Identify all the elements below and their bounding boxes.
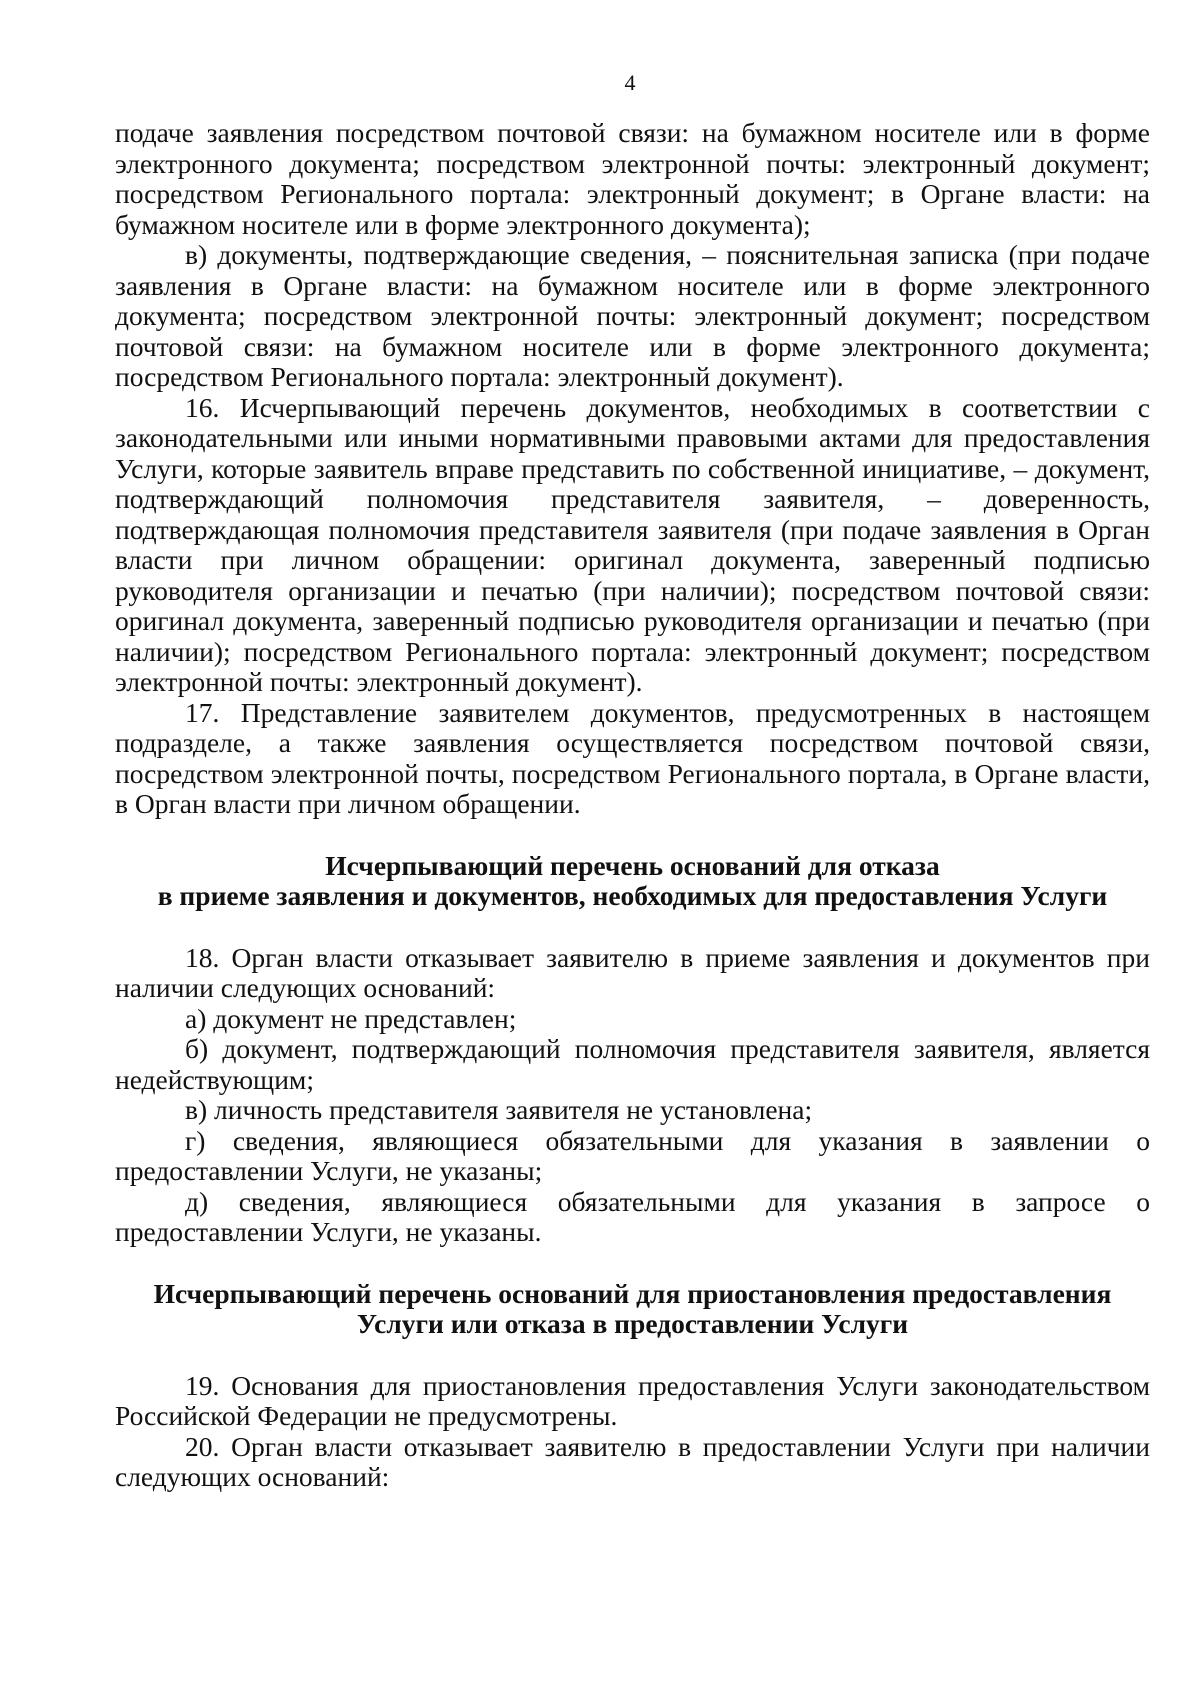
section-heading-line: Исчерпывающий перечень оснований для приостановления предоставления — [153, 1277, 1112, 1309]
list-item-b: б) документ, подтверждающий полномочия представителя заявителя, является недействующим; — [115, 1033, 1150, 1095]
paragraph-item-v: в) документы, подтверждающие сведения, – пояснительная записка (при подаче заявления в Органе власти: на бумажном носителе или в форме электронного документа; посредством электронной почты: электронный документ; посредством почтовой связи: на бумажном носителе или в форме электронного документа; посредством Регионального портала: электронный документ). — [115, 239, 1150, 392]
paragraph-19: 19. Основания для приостановления предоставления Услуги законодательством Российской Федерации не предусмотрены. — [115, 1369, 1150, 1431]
section-heading-line: Исчерпывающий перечень оснований для отказа — [325, 849, 940, 881]
paragraph-18: 18. Орган власти отказывает заявителю в приеме заявления и документов при наличии следующих оснований: — [115, 941, 1150, 1003]
list-item-d: д) сведения, являющиеся обязательными для указания в запросе о предоставлении Услуги, не указаны. — [115, 1185, 1150, 1247]
paragraph-continuation: подаче заявления посредством почтовой связи: на бумажном носителе или в форме электронного документа; посредством электронной почты: электронный документ; посредством Регионального портала: электронный документ; в Органе власти: на бумажном носителе или в форме электронного документа); — [115, 117, 1150, 240]
section-heading-refusal-acceptance — [115, 851, 1150, 912]
list-item-v: в) личность представителя заявителя не установлена; — [185, 1094, 813, 1125]
page-number: 4 — [624, 70, 636, 95]
section-heading-line: Услуги или отказа в предоставлении Услуги — [356, 1308, 909, 1339]
section-heading-suspension-refusal — [115, 1279, 1150, 1340]
list-item-a: а) документ не представлен; — [185, 1002, 517, 1034]
section-heading-line: в приеме заявления и документов, необходимых для предоставления Услуги — [157, 880, 1108, 911]
list-item-g: г) сведения, являющиеся обязательными для указания в заявлении о предоставлении Услуги, не указаны; — [115, 1124, 1150, 1186]
paragraph-17: 17. Представление заявителем документов, предусмотренных в настоящем подразделе, а также заявления осуществляется посредством почтовой связи, посредством электронной почты, посредством Регионального портала, в Органе власти, в Орган власти при личном обращении. — [115, 696, 1150, 819]
paragraph-16: 16. Исчерпывающий перечень документов, необходимых в соответствии с законодательными или иными нормативными правовыми актами для предоставления Услуги, которые заявитель вправе представить по собственной инициативе, – документ, подтверждающий полномочия представителя заявителя, – доверенность, подтверждающая полномочия представителя заявителя (при подаче заявления в Орган власти при личном обращении: оригинал документа, заверенный подписью руководителя организации и печатью (при наличии); посредством почтовой связи: оригинал документа, заверенный подписью руководителя организации и печатью (при наличии); посредством Регионального портала: электронный документ; посредством электронной почты: электронный документ). — [115, 391, 1150, 697]
paragraph-20: 20. Орган власти отказывает заявителю в предоставлении Услуги при наличии следующих оснований: — [115, 1430, 1150, 1492]
document-body — [115, 118, 1150, 1493]
